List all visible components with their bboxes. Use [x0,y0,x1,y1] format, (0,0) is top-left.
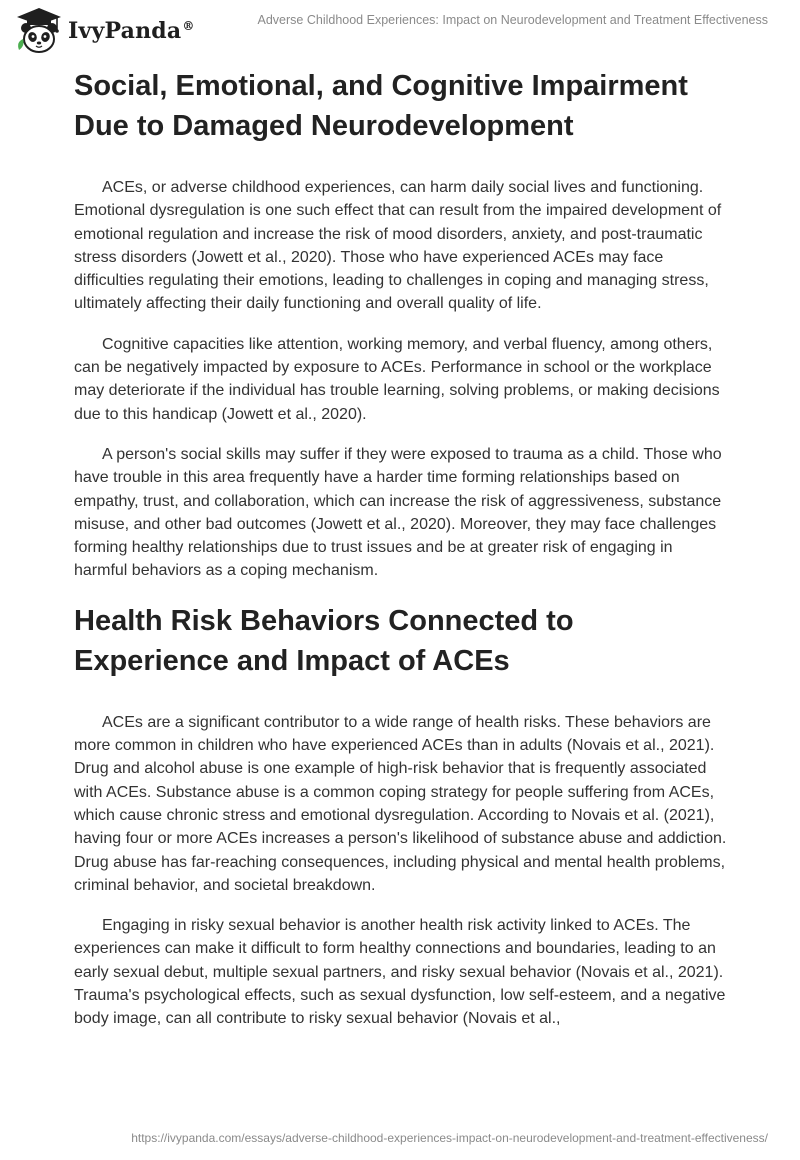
section-heading [74,66,730,146]
ivypanda-logo[interactable] [14,6,195,56]
paragraph: ACEs, or adverse childhood experiences, can harm daily social lives and functioning. Emotional dysregulation is one such effect that can result from the impaired development of emotional regulation and increase the risk of mood disorders, anxiety, and post-traumatic stress disorders (Jowett et al., 2020). Those who have experienced ACEs may face difficulties regulating their emotions, leading to challenges in coping and managing stress, ultimately affecting their daily functioning and overall quality of life. [74,179,722,313]
brand-name: IvyPanda® [68,18,195,44]
paragraph: ACEs are a significant contributor to a wide range of health risks. These behaviors are more common in children who have experienced ACEs than in adults (Novais et al., 2021). Drug and alcohol abuse is one example of high-risk behavior that is frequently associated with ACEs. Substance abuse is a common coping strategy for people suffering from ACEs, which cause chronic stress and emotional dysregulation. According to Novais et al. (2021), having four or more ACEs increases a person's likelihood of substance abuse and addiction. Drug abuse has far-reaching consequences, including physical and mental health problems, criminal behavior, and societal breakdown. [74,713,727,894]
article-content [74,66,730,1031]
heading-line: Experience and Impact of ACEs [74,644,510,677]
heading-line: Health Risk Behaviors Connected to [74,604,574,637]
registered-mark: ® [182,18,195,33]
source-url-link[interactable]: https://ivypanda.com/essays/adverse-childhood-experiences-impact-on-neurodevelopment-and-treatment-effectiveness/ [131,1131,768,1145]
heading-line: Social, Emotional, and Cognitive Impairment [74,70,688,102]
page-header [0,0,800,60]
heading-line: Due to Damaged Neurodevelopment [74,110,574,142]
section-heading [74,601,730,681]
panda-graduate-icon [14,6,64,56]
paragraph: A person's social skills may suffer if they were exposed to trauma as a child. Those who have trouble in this area frequently have a harder time forming relationships based on empathy, trust, and collaboration, which can increase the risk of aggressiveness, substance misuse, and other bad outcomes (Jowett et al., 2020). Moreover, they may face challenges forming healthy relationships due to trust issues and be at greater risk of engaging in harmful behaviors as a coping mechanism. [74,445,722,580]
paragraph: Cognitive capacities like attention, working memory, and verbal fluency, among others, can be negatively impacted by exposure to ACEs. Performance in school or the workplace may deteriorate if the individual has trouble learning, solving problems, or making decisions due to this handicap (Jowett et al., 2020). [74,335,720,423]
paragraph: Engaging in risky sexual behavior is another health risk activity linked to ACEs. The experiences can make it difficult to form healthy connections and boundaries, leading to an early sexual debut, multiple sexual partners, and risky sexual behavior (Novais et al., 2021). Trauma's psychological effects, such as sexual dysfunction, low self-esteem, and a negative body image, can all contribute to risky sexual behavior (Novais et al., [74,917,726,1028]
document-title: Adverse Childhood Experiences: Impact on Neurodevelopment and Treatment Effectiveness [257,13,768,27]
